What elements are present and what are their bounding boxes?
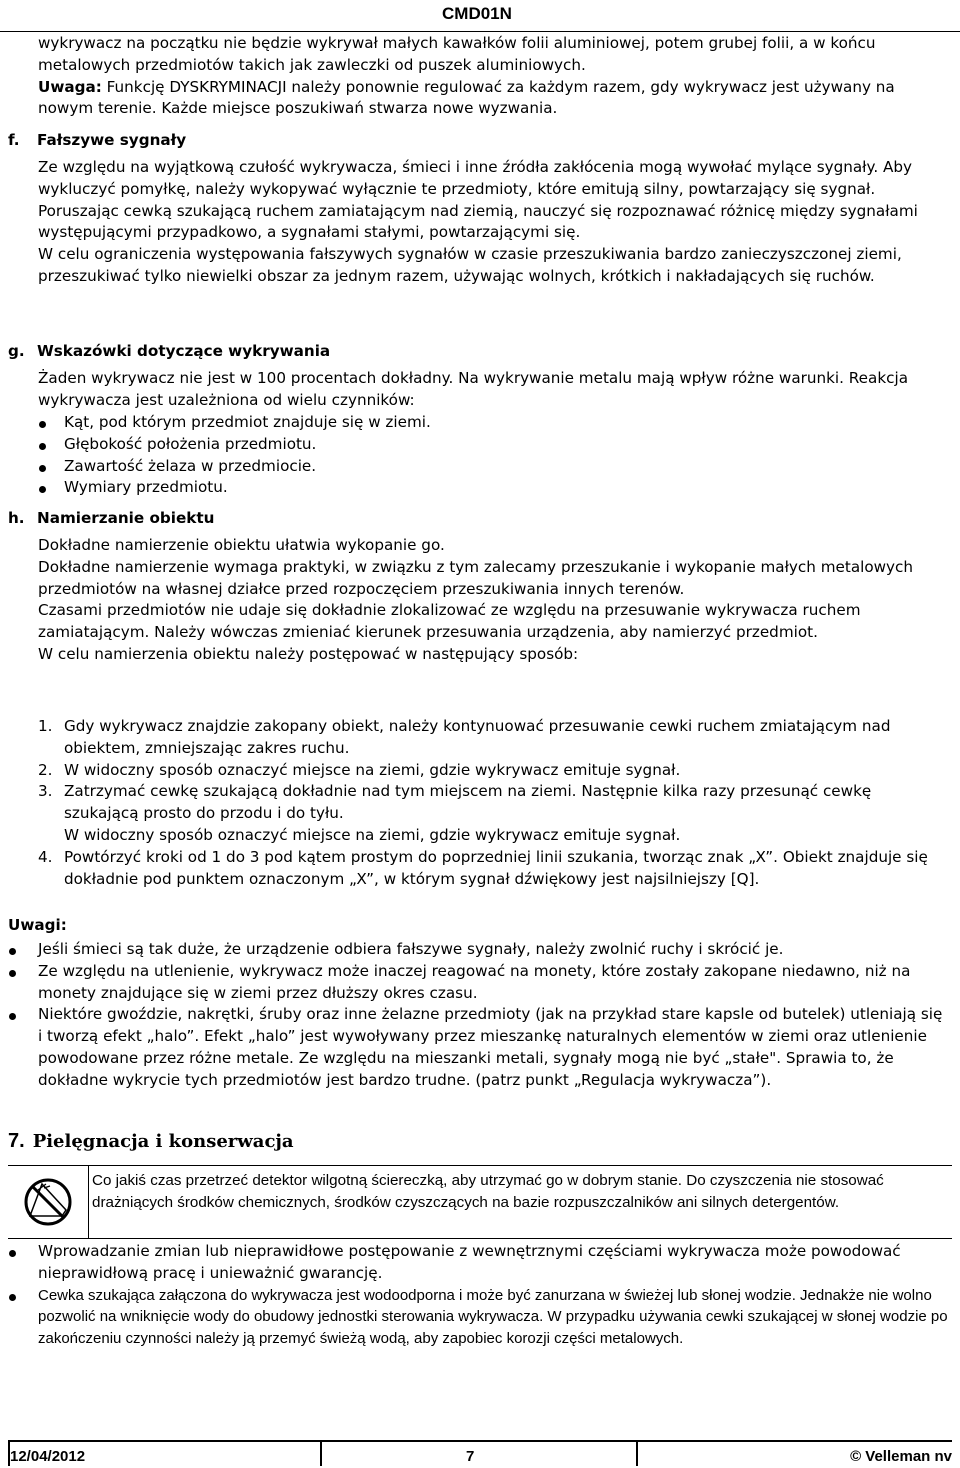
intro-block	[38, 33, 950, 120]
section-h-heading	[8, 508, 948, 530]
step-text: Gdy wykrywacz znajdzie zakopany obiekt, należy kontynuować przesuwanie cewki ruchem zmiatającym nad obiektem, zmniejszając zakres ruchu.	[64, 717, 891, 757]
notes-list	[8, 939, 950, 1092]
list-item	[38, 477, 950, 499]
list-item	[38, 434, 950, 456]
intro-paragraph: wykrywacz na początku nie będzie wykrywał małych kawałków folii aluminiowej, potem grubej folii, a w końcu metalowych przedmiotów takich jak zawleczki od puszek aluminiowych.	[38, 34, 876, 74]
list-item	[8, 1241, 950, 1285]
footer-copyright: © Velleman nv	[850, 1448, 952, 1465]
maintenance-box-text: Co jakiś czas przetrzeć detektor wilgotną ściereczką, aby utrzymać go w dobrym stanie. Do czyszczenia nie stosować drażniących środków chemicznych, środków czyszczących na bazie rozpuszczalników ani silnych detergentów.	[92, 1172, 884, 1211]
bullet-icon	[39, 486, 46, 493]
list-item-text: Cewka szukająca załączona do wykrywacza jest wodoodporna i może być zanurzana w świeżej lub słonej wodzie. Jednakże nie wolno pozwolić na wniknięcie wody do obudowy jednostki sterowania wykrywacza. W przypadku używania cewki szukającej w słonej wodzie po zakończeniu czynności należy ją przemyć świeżą wodą, aby zapobiec korozji części metalowych.	[38, 1286, 948, 1347]
section-f-paragraph-2: W celu ograniczenia występowania fałszywych sygnałów w czasie przeszukiwania bardzo zanieczyszczonej ziemi, przeszukiwać tylko niewielki obszar za jednym razem, używając wolnych, krótkich i nakładających się ruchów.	[38, 245, 902, 285]
document-code: CMD01N	[442, 4, 512, 23]
list-item-text: Głębokość położenia przedmiotu.	[64, 434, 317, 453]
section-h-title: Namierzanie obiektu	[37, 509, 215, 527]
section-h-paragraph-4: W celu namierzenia obiektu należy postępować w następujący sposób:	[38, 644, 579, 663]
no-chemicals-icon	[8, 1166, 89, 1238]
section-h-paragraph-3: Czasami przedmiotów nie udaje się dokładnie zlokalizować ze względu na przesuwanie wykrywacza ruchem zamiatającym. Należy wówczas zmieniać kierunek przesuwania urządzenia, aby namierzyć przedmiot.	[38, 601, 861, 642]
list-item	[8, 939, 950, 961]
intro-warning	[38, 77, 950, 121]
bullet-icon	[9, 1294, 16, 1301]
bullet-icon	[39, 443, 46, 450]
bullet-icon	[9, 970, 16, 977]
pinpoint-steps-list	[38, 716, 950, 890]
chapter-number: 7.	[8, 1130, 25, 1152]
step-number: 4.	[38, 847, 53, 866]
footer-divider	[636, 1442, 638, 1466]
step-text: W widoczny sposób oznaczyć miejsce na ziemi, gdzie wykrywacz emituje sygnał.	[64, 760, 681, 779]
list-item	[38, 412, 950, 434]
step-text: Zatrzymać cewkę szukającą dokładnie nad tym miejscem na ziemi. Następnie kilka razy przesunąć cewkę szukającą prosto do przodu i do tyłu.	[64, 782, 872, 823]
maintenance-box	[8, 1165, 952, 1239]
footer-date: 12/04/2012	[10, 1448, 86, 1465]
notes-heading: Uwagi:	[8, 916, 67, 934]
footer-divider	[320, 1442, 322, 1466]
section-h-body	[38, 535, 950, 666]
maintenance-list	[8, 1241, 950, 1349]
step-item	[38, 847, 950, 891]
page-footer	[8, 1440, 952, 1466]
bullet-icon	[39, 421, 46, 428]
section-g-heading	[8, 341, 948, 363]
section-f-body	[38, 157, 950, 288]
step-number: 3.	[38, 782, 53, 801]
warning-label: Uwaga:	[38, 77, 102, 96]
step-item	[38, 781, 950, 846]
chapter-title: Pielęgnacja i konserwacja	[32, 1131, 294, 1152]
step-number: 2.	[38, 760, 53, 779]
section-h-paragraph-1: Dokładne namierzenie obiektu ułatwia wykopanie go.	[38, 536, 445, 554]
section-f-paragraph-1: Ze względu na wyjątkową czułość wykrywacza, śmieci i inne źródła zakłócenia mogą wywołać mylące sygnały. Aby wykluczyć pomyłkę, należy wykopywać wyłącznie te przedmioty, które emitują silny, powtarzający się sygnał. Poruszając cewką szukającą ruchem zamiatającym nad ziemią, nauczyć się rozpoznawać różnicę między sygnałami występującymi przypadkowo, a sygnałami stałymi, powtarzającymi się.	[38, 158, 918, 242]
list-item-text: Jeśli śmieci są tak duże, że urządzenie odbiera fałszywe sygnały, należy zwolnić ruchy i skrócić je.	[38, 940, 784, 958]
section-f-heading	[8, 130, 948, 152]
step-number: 1.	[38, 717, 53, 735]
section-h-paragraph-2: Dokładne namierzenie wymaga praktyki, w związku z tym zalecamy przeszukanie i wykopanie małych metalowych przedmiotów na własnej działce przed rozpoczęciem przeszukiwania innych terenów.	[38, 557, 914, 598]
list-item	[8, 1285, 950, 1350]
list-item-text: Wprowadzanie zmian lub nieprawidłowe postępowanie z wewnętrznymi częściami wykrywacza może powodować nieprawidłową pracę i unieważnić gwarancję.	[38, 1242, 901, 1282]
list-item-text: Kąt, pod którym przedmiot znajduje się w ziemi.	[64, 413, 431, 431]
list-item-text: Zawartość żelaza w przedmiocie.	[64, 456, 317, 475]
section-g-body	[38, 368, 950, 412]
list-item-text: Niektóre gwoździe, nakrętki, śruby oraz inne żelazne przedmioty (jak na przykład stare kapsle od butelek) utleniają się i tworzą efekt „halo”. Efekt „halo” jest wywoływany przez mieszankę naturalnych elementów w ziemi oraz utlenienie powodowane przez różne metale. Ze względu na mieszanki metali, sygnały mogą nie być „stałe". Sprawia to, że dokładne wykrycie tych przedmiotów jest bardzo trudne. (patrz punkt „Regulacja wykrywacza”).	[38, 1005, 943, 1089]
section-g-factor-list	[38, 412, 950, 499]
footer-page-number: 7	[466, 1448, 475, 1465]
step-item	[38, 716, 950, 760]
bullet-icon	[9, 948, 16, 955]
section-h-letter: h.	[8, 509, 25, 527]
list-item	[38, 456, 950, 478]
list-item-text: Wymiary przedmiotu.	[64, 478, 228, 497]
section-g-paragraph: Żaden wykrywacz nie jest w 100 procentach dokładny. Na wykrywanie metalu mają wpływ różne warunki. Reakcja wykrywacza jest uzależniona od wielu czynników:	[38, 369, 909, 409]
list-item	[8, 961, 950, 1005]
section-f-letter: f.	[8, 131, 20, 149]
chapter-7-heading	[8, 1128, 294, 1155]
section-g-letter: g.	[8, 342, 25, 360]
list-item	[8, 1004, 950, 1091]
step-extra-text: W widoczny sposób oznaczyć miejsce na ziemi, gdzie wykrywacz emituje sygnał.	[64, 825, 681, 844]
section-g-title: Wskazówki dotyczące wykrywania	[37, 342, 331, 360]
bullet-icon	[9, 1013, 16, 1020]
bullet-icon	[39, 465, 46, 472]
section-f-title: Fałszywe sygnały	[37, 131, 187, 149]
warning-text: Funkcję DYSKRYMINACJI należy ponownie regulować za każdym razem, gdy wykrywacz jest używany na nowym terenie. Każde miejsce poszukiwań stwarza nowe wyzwania.	[38, 77, 895, 118]
bullet-icon	[9, 1250, 16, 1257]
header-rule	[0, 31, 960, 32]
step-item	[38, 760, 950, 782]
step-text: Powtórzyć kroki od 1 do 3 pod kątem prostym do poprzedniej linii szukania, tworząc znak „X”. Obiekt znajduje się dokładnie pod punktem oznaczonym „X”, w którym sygnał dźwiękowy jest najsilniejszy [Q].	[64, 847, 928, 888]
list-item-text: Ze względu na utlenienie, wykrywacz może inaczej reagować na monety, które zostały zakopane niedawno, niż na monety znajdujące się w ziemi przez dłuższy okres czasu.	[38, 961, 911, 1002]
